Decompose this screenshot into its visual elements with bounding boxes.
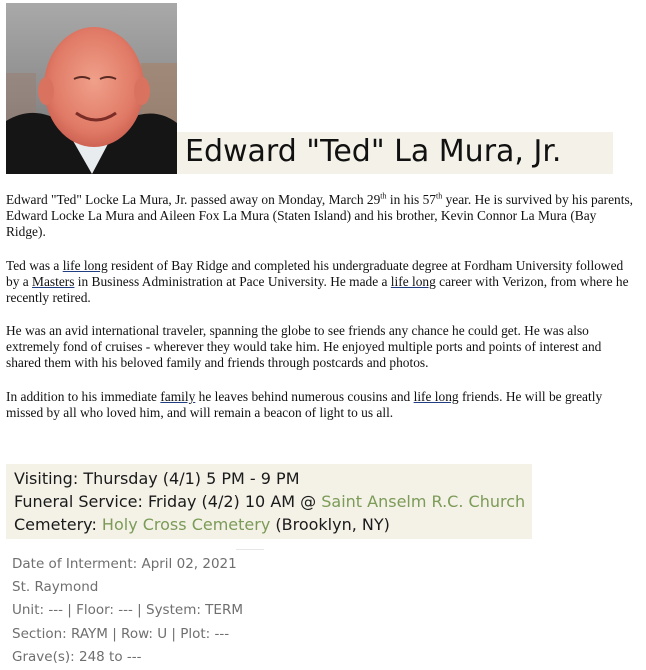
cemetery-link[interactable]: Holy Cross Cemetery (101, 515, 271, 534)
text-run: he leaves behind numerous cousins and (195, 389, 414, 404)
superscript: th (380, 191, 387, 201)
text-run: In addition to his immediate (6, 389, 161, 404)
obituary-name: Edward "Ted" La Mura, Jr. (185, 134, 562, 169)
text-run: in his 57 (386, 192, 437, 207)
text-run: Ted was a (6, 258, 63, 273)
text-run: resident of Bay Ridge and completed his undergraduate degree at Fordham University followed by a (6, 258, 624, 290)
divider (236, 549, 264, 550)
paragraph-intro (6, 192, 638, 241)
paragraph-closing (6, 389, 638, 421)
paragraph-travel: He was an avid international traveler, spanning the globe to see friends any chance he could get. He was also extremely fond of cruises - wherever they would take him. He enjoyed multiple ports and points of interest and shared them with his beloved family and friends through postcards and photos. (6, 323, 602, 371)
visiting-info: Visiting: Thursday (4/1) 5 PM - 9 PM (14, 469, 300, 488)
text-run: year. He is survived by his parents, Edward Locke La Mura and Aileen Fox La Mura (Staten Island) and his brother, Kevin Connor La Mura (Bay Ridge). (6, 192, 634, 240)
underlined-phrase: life long (62, 258, 108, 273)
underlined-phrase: life long (413, 389, 459, 404)
underlined-phrase: family (160, 389, 196, 404)
text-run: career with Verizon, from where he recently retired. (6, 274, 629, 306)
text-run: friends. He will be greatly missed by all who loved him, and will remain a beacon of light to us all. (6, 389, 603, 421)
interment-unit: Unit: --- | Floor: --- | System: TERM (12, 602, 243, 618)
interment-graves: Grave(s): 248 to --- (12, 649, 142, 665)
portrait-photo (6, 3, 177, 174)
funeral-label: Funeral Service: Friday (4/2) 10 AM @ (14, 492, 322, 511)
service-details-panel (6, 464, 532, 539)
church-link[interactable]: Saint Anselm R.C. Church (321, 492, 526, 511)
cemetery-label: Cemetery: (14, 515, 102, 534)
interment-section: Section: RAYM | Row: U | Plot: --- (12, 626, 230, 642)
text-run: Edward "Ted" Locke La Mura, Jr. passed away on Monday, March 29 (6, 192, 381, 207)
interment-date: Date of Interment: April 02, 2021 (12, 556, 237, 572)
underlined-phrase: life long (390, 274, 436, 290)
funeral-service-info (14, 492, 525, 511)
superscript: th (436, 191, 443, 201)
cemetery-info (14, 515, 390, 534)
interment-cemetery: St. Raymond (12, 579, 99, 595)
underlined-phrase: Masters (32, 274, 75, 290)
cemetery-location: (Brooklyn, NY) (270, 515, 390, 534)
text-run: in Business Administration at Pace University. He made a (74, 274, 391, 290)
paragraph-career (6, 258, 638, 307)
